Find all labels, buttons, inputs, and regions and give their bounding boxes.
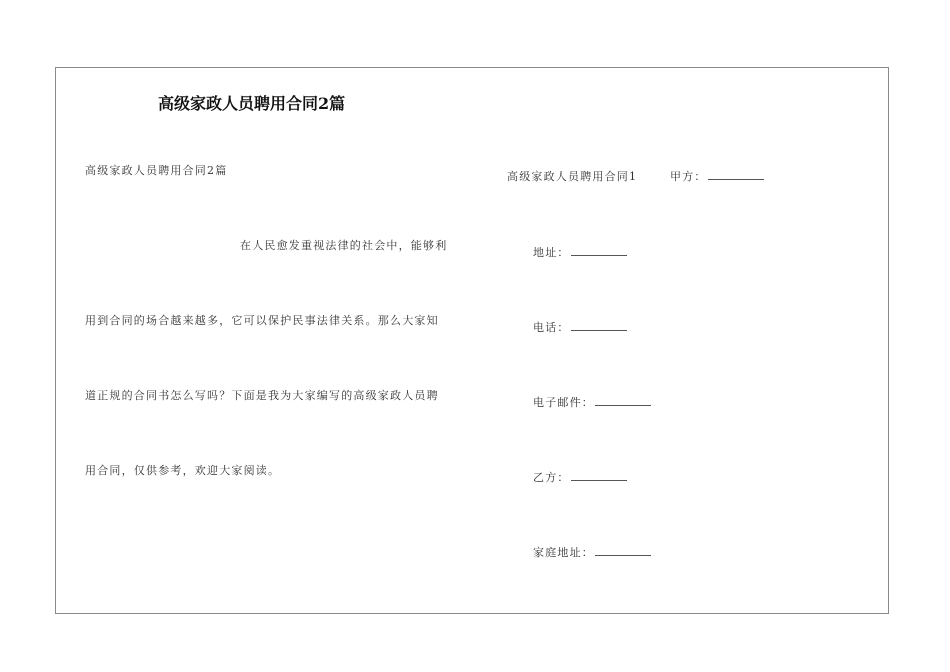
address-label: 地址： (533, 246, 570, 259)
email-field (533, 394, 651, 410)
intro-paragraph-line-2: 用到合同的场合越来越多，它可以保护民事法律关系。那么大家知 (85, 314, 439, 327)
email-blank (595, 395, 651, 406)
email-label: 电子邮件： (533, 396, 594, 409)
contract-label: 高级家政人员聘用合同1 (507, 170, 638, 183)
party-b-field (533, 469, 627, 485)
home-address-label: 家庭地址： (533, 546, 594, 559)
phone-blank (571, 320, 627, 331)
address-field (533, 244, 627, 260)
party-a-field (670, 168, 764, 184)
phone-field (533, 319, 627, 335)
party-a-blank (708, 169, 764, 180)
document-subtitle: 高级家政人员聘用合同2篇 (85, 164, 228, 177)
party-b-blank (571, 470, 627, 481)
document-title: 高级家政人员聘用合同2篇 (158, 94, 346, 113)
party-a-label: 甲方： (670, 170, 707, 183)
home-address-field (533, 544, 651, 560)
intro-paragraph-line-1: 在人民愈发重视法律的社会中，能够利 (240, 239, 448, 252)
home-address-blank (595, 545, 651, 556)
intro-paragraph-line-4: 用合同，仅供参考，欢迎大家阅读。 (85, 464, 281, 477)
document-page-frame (55, 67, 889, 614)
intro-paragraph-line-3: 道正规的合同书怎么写吗？下面是我为大家编写的高级家政人员聘 (85, 389, 439, 402)
address-blank (571, 245, 627, 256)
party-b-label: 乙方： (533, 471, 570, 484)
phone-label: 电话： (533, 321, 570, 334)
